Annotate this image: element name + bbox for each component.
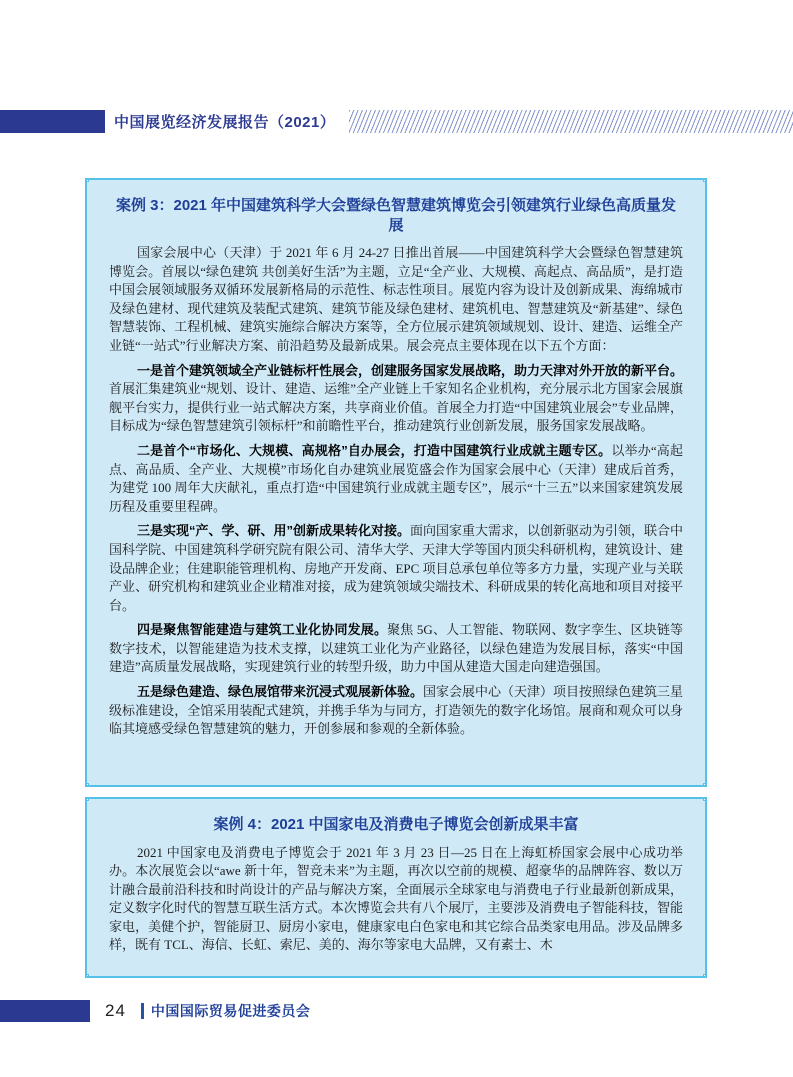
paragraph-lead: 三是实现“产、学、研、用”创新成果转化对接。	[136, 523, 410, 539]
corner-ornament-icon	[85, 974, 89, 978]
paragraph-text: 国家会展中心（天津）于 2021 年 6 月 24-27 日推出首展——中国建筑科学大会暨绿色智慧建筑博览会。首展以“绿色建筑 共创美好生活”为主题，立足“全产业、大规模、高起点、高品质”，是打造中国会展领域服务双循环发展新格局的示范性、标志性项目。展览内容为设计及创新成果、海绵城市及绿色建材、现代建筑及装配式建筑、建筑节能及绿色建材、建筑机电、智慧建筑及“新基建”、绿色智慧装饰、工程机械、建筑实施综合解决方案等，全方位展示建筑领域规划、设计、建造、运维全产业链“一站式”行业解决方案、前沿趋势及最新成果。展会亮点主要体现在以下五个方面：	[109, 245, 683, 353]
corner-ornament-icon	[703, 783, 707, 787]
footer-divider	[141, 1003, 144, 1019]
paragraph-text: 国家会展中心（天津）项目按照绿色建筑三星级标准建设，全馆采用装配式建筑，并携手华为与同方，打造领先的数字化场馆。展商和观众可以身临其境感受绿色智慧建筑的魅力，开创参展和参观的全新体验。	[109, 684, 683, 737]
corner-ornament-icon	[85, 178, 89, 182]
case4-body	[109, 844, 683, 956]
paragraph-text: 2021 中国家电及消费电子博览会于 2021 年 3 月 23 日—25 日在上海虹桥国家会展中心成功举办。本次展览会以“awe 新十年，智竞未来”为主题，再次以空前的规模、超豪华的品牌阵容、数以万计融合最前沿科技和时尚设计的产品与解决方案，全面展示全球家电与消费电子行业最新创新成果，定义数字化时代的智慧互联生活方式。本次博览会共有八个展厅，主要涉及消费电子智能科技，智能家电，美健个护，智能厨卫、厨房小家电，健康家电白色家电和其它综合品类家电用品。涉及品牌多样，既有 TCL、海信、长虹、索尼、美的、海尔等家电大品牌，又有素士、木	[109, 844, 683, 953]
case3-title: 案例 3：2021 年中国建筑科学大会暨绿色智慧建筑博览会引领建筑行业绿色高质量发展	[115, 197, 677, 234]
header-accent-bar	[0, 110, 105, 133]
case-paragraph	[109, 522, 683, 615]
corner-ornament-icon	[85, 783, 89, 787]
case-paragraph	[109, 683, 683, 739]
page-footer	[0, 999, 793, 1022]
case4-title: 案例 4：2021 中国家电及消费电子博览会创新成果丰富	[213, 816, 579, 833]
corner-ornament-icon	[703, 178, 707, 182]
header-hatch-pattern	[349, 110, 793, 133]
page-header	[0, 110, 793, 133]
paragraph-text: 面向国家重大需求，以创新驱动为引领，联合中国科学院、中国建筑科学研究院有限公司、清华大学、天津大学等国内顶尖科研机构，建筑设计、建设品牌企业；住建职能管理机构、房地产开发商、EPC 项目总承包单位等多方力量，实现产业与关联产业、研究机构和建筑业企业精准对接，成为建筑领域尖端技术、科研成果的转化高地和项目对接平台。	[109, 523, 683, 613]
page-number: 24	[105, 1000, 126, 1020]
case3-body	[109, 244, 683, 739]
case-paragraph	[109, 621, 683, 677]
corner-ornament-icon	[703, 797, 707, 801]
case4-panel	[85, 797, 707, 978]
corner-ornament-icon	[703, 974, 707, 978]
case-paragraph	[109, 362, 683, 436]
paragraph-lead: 二是首个“市场化、大规模、高规格”自办展会，打造中国建筑行业成就主题专区。	[136, 442, 612, 458]
paragraph-text: 以举办“高起点、高品质、全产业、大规模”市场化自办建筑业展览盛会作为国家会展中心（天津）建成后首秀，为建党 100 周年大庆献礼，重点打造“中国建筑行业成就主题专区”，展示“十三五”以来国家建筑发展历程及重要里程碑。	[109, 442, 683, 514]
footer-organization: 中国国际贸易促进委员会	[150, 1002, 311, 1019]
report-title: 中国展览经济发展报告（2021）	[114, 114, 336, 131]
footer-accent-bar	[0, 1000, 90, 1022]
case-paragraph	[109, 844, 683, 956]
paragraph-lead: 五是绿色建造、绿色展馆带来沉浸式观展新体验。	[136, 684, 423, 700]
paragraph-text: 聚焦 5G、人工智能、物联网、数字孪生、区块链等数字技术，以智能建造为技术支撑，以建筑工业化为产业路径，以绿色建造为发展目标，落实“中国建造”高质量发展战略，实现建筑行业的转型升级，助力中国从建造大国走向建造强国。	[109, 622, 683, 675]
paragraph-text: 首展汇集建筑业“规划、设计、建造、运维”全产业链上千家知名企业机构，充分展示北方国家会展旗舰平台实力，提供行业一站式解决方案，共享商业价值。首展全力打造“中国建筑业展会”专业品牌，目标成为“绿色智慧建筑引领标杆”和前瞻性平台，推动建筑行业创新发展，服务国家发展战略。	[109, 381, 683, 434]
paragraph-lead: 一是首个建筑领域全产业链标杆性展会，创建服务国家发展战略，助力天津对外开放的新平台。	[136, 362, 683, 378]
paragraph-lead: 四是聚焦智能建造与建筑工业化协同发展。	[136, 622, 388, 638]
case-paragraph	[109, 442, 683, 516]
corner-ornament-icon	[85, 797, 89, 801]
case3-panel	[85, 178, 707, 787]
case-paragraph	[109, 244, 683, 356]
